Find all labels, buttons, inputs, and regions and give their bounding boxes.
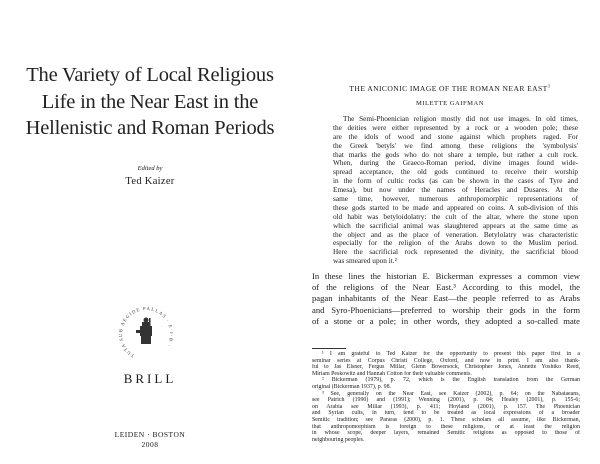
footnotes — [312, 351, 580, 443]
svg-text:TUTA SUB AEGIDE PALLAS · E·J·B: TUTA SUB AEGIDE PALLAS · E·J·B · — [118, 306, 174, 359]
imprint — [20, 430, 280, 450]
publisher-place: LEIDEN · BOSTON — [114, 430, 186, 439]
body-line: of the religions of the Near East.³ According to this model, the — [312, 282, 580, 293]
edited-by-label: Edited by — [137, 165, 163, 172]
footnote-line: ³ See, generally on the Near East, see Kaizer (2002), p. 64; on the Nabataeans, — [322, 390, 580, 397]
quote-line: are the idols of wood and stone against which prophets raged. For — [333, 132, 578, 141]
quote-line: in the form of cultic rocks (as can be shown in the cases of Tyre and — [333, 177, 578, 186]
body-line: and Syro-Phoenicians—preferred to worship their gods in the form — [312, 304, 580, 315]
footnote-line: ¹ I am grateful to Ted Kaizer for the opportunity to present this paper first in a — [322, 351, 580, 357]
title-line: The Variety of Local Religious — [26, 64, 274, 86]
chapter-title — [300, 84, 600, 93]
publisher-name: BRILL — [123, 371, 177, 386]
publication-year: 2008 — [141, 440, 159, 449]
footnote-line: Semitic tradition; see Pararas (2000), p. 1. These scholars all assume, like Bickerman, — [312, 416, 580, 423]
footnote-marker: 1 — [547, 84, 551, 90]
body-line: of a stone or a pole; in other words, they adopted a so-called mate — [312, 315, 580, 326]
footnote-line: that anthropomorphism is foreign to these religions, or at least the religion — [312, 423, 580, 430]
chapter-title-text: THE ANICONIC IMAGE OF THE ROMAN NEAR EAST — [349, 84, 548, 93]
footnote-line: and Syrian cults, in turn, tend to be treated as local expressions of a broader — [312, 410, 580, 417]
body-paragraph — [312, 271, 580, 327]
publisher-logo-icon — [118, 306, 174, 362]
body-line: In these lines the historian E. Bickerman expresses a common view — [312, 271, 580, 281]
quote-line: which the sacrificial animal was slaughtered appears at the same time as — [333, 221, 578, 230]
quote-line: The Semi-Phoenician religion mostly did not use images. In old times, — [343, 115, 578, 123]
footnote-line: seminar series at Corpus Christi College, Oxford, and now in print. I am also thank- — [312, 357, 580, 364]
quote-line: same time, however, numerous anthropomorphic representations of — [333, 195, 578, 204]
footnote-line: neighbouring peoples. — [312, 436, 365, 443]
quote-line: spread acceptance, the old gods continued to receive their worship — [333, 168, 578, 177]
footnote-line: Miriam Peskowitz and Hannah Cotton for their valuable comments. — [312, 370, 472, 377]
body-line: pagan inhabitants of the Near East—the people referred to as Arabs — [312, 293, 580, 304]
title-line: Hellenistic and Roman Periods — [25, 117, 275, 139]
footnote-line: in whose scope, deeper layers, remained Semitic religions as opposed to those of — [312, 430, 580, 437]
book-title — [20, 62, 280, 142]
title-line: Life in the Near East in the — [41, 90, 259, 113]
quote-line: Emesa), but now under the names of Heracles and Dusares. At the — [333, 186, 578, 195]
quote-line: was smeared upon it.² — [333, 257, 397, 266]
footnote-line: on Arabia see Millar (1993), p. 411; Hoyland (2001), p. 157. The Phoenician — [312, 403, 580, 410]
quote-line: the Greek 'betyls' we find among these religions the 'symbolysis' — [333, 141, 578, 150]
footnote-line: see Patrich (1990) and (1991); Wenning (2001), p. 84; Healey (2001), p. 155-6; — [312, 397, 580, 404]
footnote-line: ² Bickerman (1979), p. 72, which is the English translation from the German — [322, 377, 580, 384]
quote-line: that marks the gods who do not share a temple, but rather a cult rock. — [333, 150, 578, 159]
footnote-line: ful to Jaś Elsner, Fergus Millar, Glenn Bowersock, Christopher Jones, Annette Yoshiko Reed, — [312, 364, 580, 371]
quote-line: these gods started to be made and appeared on coins. A sub-division of this — [333, 203, 578, 212]
quote-line: Here the sacrificial rock represented the divinity, the sacrificial blood — [333, 248, 578, 257]
quote-line: the object and as the place of veneration. Betylolatry was characteristic — [333, 230, 578, 239]
quote-line: the deities were either represented by a rock or a wooden pole; these — [333, 123, 578, 132]
footnote-rule — [312, 348, 346, 349]
editor-name: Ted Kaizer — [125, 176, 175, 187]
block-quote — [333, 115, 578, 266]
quote-line: especially for the religion of the Arabs down to the Muslim period. — [333, 239, 578, 248]
chapter-author: MILETTE GAIFMAN — [415, 100, 485, 107]
quote-line: old habit was betyloidolatry: the cult of the altar, where the stone upon — [333, 212, 578, 221]
quote-line: When, during the Graeco-Roman period, divine images found wide- — [333, 159, 578, 168]
footnote-line: original (Bickerman 1937), p. 98. — [312, 383, 392, 390]
